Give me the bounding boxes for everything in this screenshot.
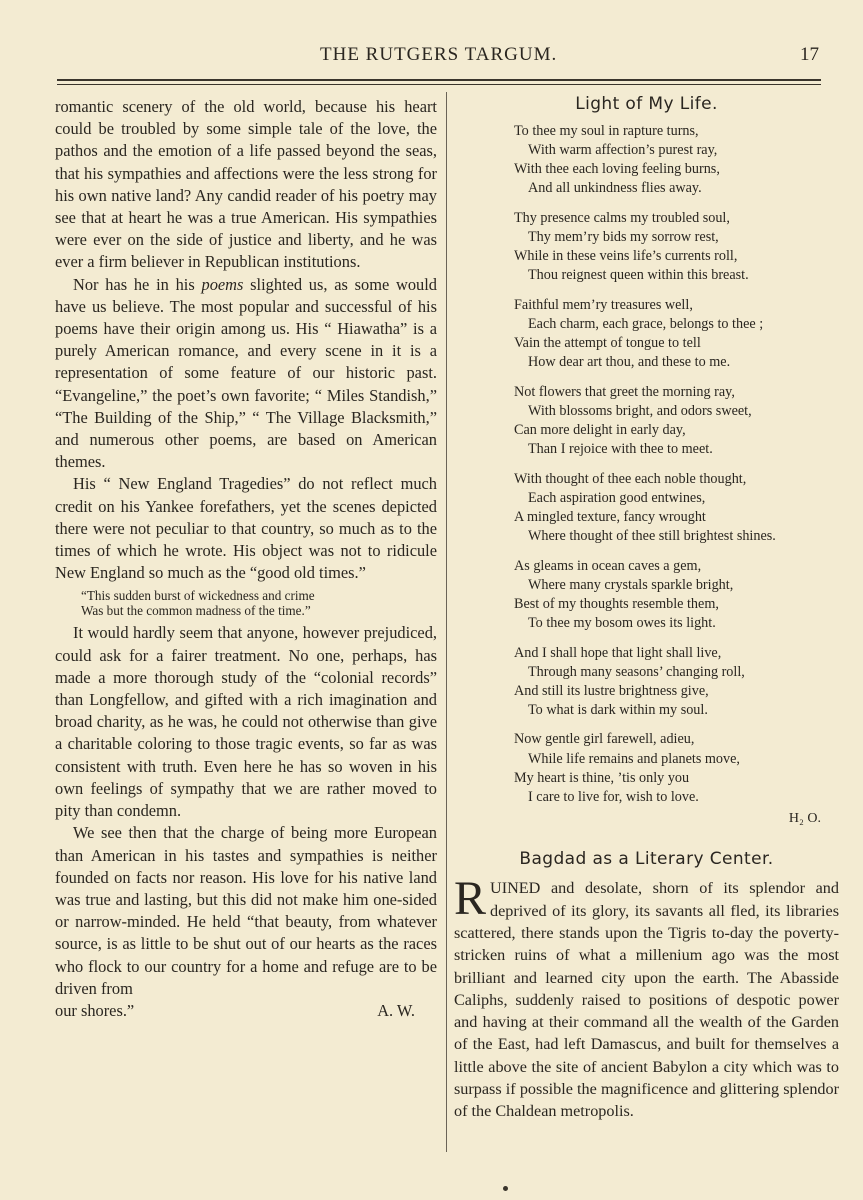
left-column <box>55 96 437 1022</box>
quote-line: “This sudden burst of wickedness and crime <box>81 588 315 604</box>
header-rule-thick <box>57 79 821 81</box>
paragraph: We see then that the charge of being more European than American in his tastes and sympathies is neither founded on facts nor reason. His love for his native land was true and lasting, but this did not make him one-sided or narrow-minded. He held “that beauty, from whatever source, is as little to be shut out of our hearts as the races who flock to our country for a home and refuge are to be driven from <box>55 823 437 998</box>
poem-stanza <box>514 122 839 199</box>
poem-line: Not flowers that greet the morning ray, <box>514 383 735 400</box>
text-run: Nor has he in his <box>73 274 202 294</box>
paragraph: romantic scenery of the old world, because his heart could be troubled by some simple tale of the love, the pathos and the emotion of a life passed beyond the seas, that his sympathies and affections were the less strong for his own native land? Any candid reader of his poetry may see that at heart he was a true American. His sympathies were ever on the side of justice and liberty, and he was ever a firm believer in Republican institutions. <box>55 97 437 272</box>
running-header-title: THE RUTGERS TARGUM. <box>320 44 558 65</box>
poem-line: How dear art thou, and these to me. <box>528 354 731 371</box>
poem-stanza <box>514 209 839 286</box>
drop-cap: R <box>454 872 487 926</box>
poem-line: Best of my thoughts resemble them, <box>514 595 719 612</box>
poem-stanza <box>514 557 839 634</box>
poem-line: Thy presence calms my troubled soul, <box>514 209 730 226</box>
poem-line: Can more delight in early day, <box>514 422 686 439</box>
poem-line: Faithful mem’ry treasures well, <box>514 296 693 313</box>
article-body <box>454 872 839 1122</box>
poem-line: Than I rejoice with thee to meet. <box>528 441 713 458</box>
paragraph <box>55 274 437 474</box>
poem-line: Thou reignest queen within this breast. <box>528 267 749 284</box>
poem-line: A mingled texture, fancy wrought <box>514 509 706 525</box>
poem-line: Where many crystals sparkle bright, <box>528 576 734 593</box>
poem-line: To what is dark within my soul. <box>528 702 708 718</box>
poem-line: Thy mem’ry bids my sorrow rest, <box>528 229 719 246</box>
poem-line: With thee each loving feeling burns, <box>514 161 720 178</box>
poem-line: With blossoms bright, and odors sweet, <box>528 402 752 419</box>
poem-line: With warm affection’s purest ray, <box>528 142 718 159</box>
poem-stanza <box>514 644 839 721</box>
poem-line: I care to live for, wish to love. <box>528 788 699 805</box>
italic-text: poems <box>201 274 244 294</box>
poem-line: Through many seasons’ changing roll, <box>528 663 745 680</box>
poem-line: Vain the attempt of tongue to tell <box>514 335 701 352</box>
author-signature: A. W. <box>377 1000 415 1020</box>
poem-stanza <box>514 383 839 460</box>
poem-line: To thee my bosom owes its light. <box>528 615 716 632</box>
poem-stanza <box>514 296 839 373</box>
poem-line: Where thought of thee still brightest shines. <box>528 528 776 545</box>
right-column <box>454 94 839 1123</box>
closing-line <box>55 1000 437 1022</box>
column-divider <box>446 92 447 1152</box>
poem-line: Each aspiration good entwines, <box>528 489 706 506</box>
poem-stanza <box>514 730 839 807</box>
header-rule-thin <box>57 84 821 85</box>
poem-line: To thee my soul in rapture turns, <box>514 123 699 139</box>
article-title: Bagdad as a Literary Center. <box>519 849 774 870</box>
poem-line: While in these veins life’s currents roll, <box>514 248 738 265</box>
poem-line: While life remains and planets move, <box>528 750 740 767</box>
poem-line: And still its lustre brightness give, <box>514 682 709 699</box>
ink-dot <box>503 1186 508 1191</box>
poem-line: Each charm, each grace, belongs to thee ; <box>528 316 764 332</box>
poem-title: Light of My Life. <box>575 94 718 114</box>
quote-line: Was but the common madness of the time.” <box>81 603 311 619</box>
text-run: slighted us, as some would have us believe. The most popular and successful of his poems have their origin among us. His “ Hiawatha” is a purely American romance, and every scene in it is a representation of some feature of our historic past. “Evangeline,” the poet’s own favorite; “ Miles Standish,” “The Building of the Ship,” “ The Village Blacksmith,” and numerous other poems, are based on American themes. <box>55 274 437 472</box>
poem-line: With thought of thee each noble thought, <box>514 470 747 487</box>
paragraph: It would hardly seem that anyone, however prejudiced, could ask for a fairer treatment. No one, perhaps, has made a more thorough study of the “colonial records” than Longfellow, and gifted with a rich imagination and broad charity, as he was, he could not otherwise than give a charitable coloring to those tragic events, so far as was consistent with truth. Even here he has so woven in his own feelings of sympathy that we are rather moved to pity than condemn. <box>55 623 437 821</box>
poem-line: Now gentle girl farewell, adieu, <box>514 731 695 748</box>
article-text: UINED and desolate, shorn of its splendor and deprived of its glory, its savants all fled, its libraries scattered, there stands upon the Tigris to-day the poverty-stricken ruins of what a millenium ago was the most brilliant and learned city upon the earth. The Abasside Caliphs, suddenly raised to positions of despotic power and having at their command all the wealth of the Garden of the East, had left Damascus, and built for themselves a little above the site of ancient Babylon a city which was to surpass if possible the magnificence and glittering splendor of the Chaldean metropolis. <box>454 879 839 1121</box>
poem-line: And I shall hope that light shall live, <box>514 644 722 661</box>
poem-line: As gleams in ocean caves a gem, <box>514 557 702 574</box>
paragraph-end: our shores.” <box>55 1000 135 1020</box>
paragraph: His “ New England Tragedies” do not reflect much credit on his Yankee forefathers, yet the scenes depicted there were not peculiar to that country, so much as to the times of which he wrote. His object was not to ridicule New England so much as the “good old times.” <box>55 474 437 583</box>
poem-signature: H₂ O. <box>788 811 821 827</box>
poem-line: And all unkindness flies away. <box>528 180 702 197</box>
poem-stanza <box>514 470 839 547</box>
page-number: 17 <box>800 44 819 65</box>
block-quote <box>81 588 437 618</box>
poem-line: My heart is thine, ’tis only you <box>514 769 690 786</box>
